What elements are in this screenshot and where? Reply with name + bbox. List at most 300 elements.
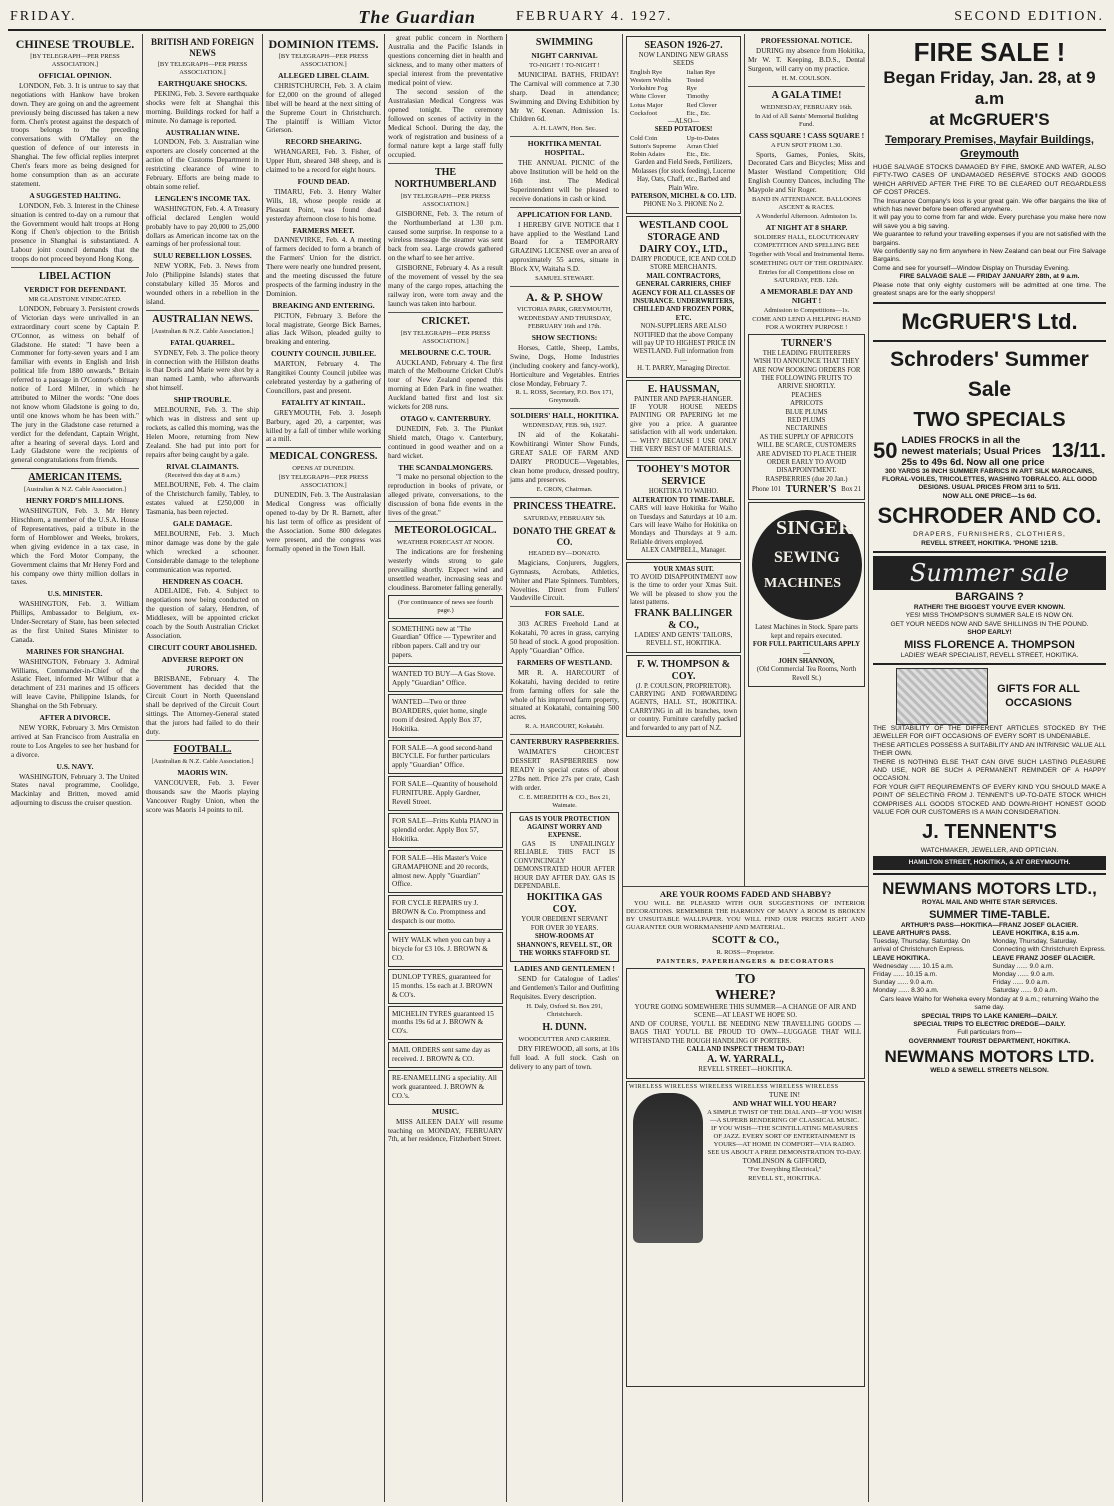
- subhead: PAINTERS, PAPERHANGERS & DECORATORS: [656, 957, 835, 965]
- divider: [266, 447, 381, 448]
- headline-swimming: SWIMMING: [535, 37, 594, 48]
- column-6: [622, 34, 744, 886]
- list-item: Western Wolths: [630, 77, 672, 85]
- story-heading: MELBOURNE C.C. TOUR.: [400, 347, 491, 357]
- continued-note: (For continuance of news see fourth page.): [388, 595, 503, 619]
- ad-heading: YOUR XMAS SUIT.: [653, 565, 714, 573]
- address: WELD & SEWELL STREETS NELSON.: [930, 1067, 1049, 1075]
- story-heading: FOUND DEAD.: [297, 176, 350, 186]
- masthead-title: The Guardian: [358, 6, 476, 27]
- divider: [388, 163, 503, 164]
- ad-heading: GIFTS FOR ALL OCCASIONS: [997, 683, 1080, 710]
- headline-northumberland: THE NORTHUMBERLAND: [394, 166, 497, 190]
- ad-text: WAIMATE'S CHOICEST DESSERT RASPBERRIES now READY in special crates of about 27lbs nett. Price 27s per crate, Cash with order.: [510, 748, 619, 792]
- story-heading: MAORIS WIN.: [177, 767, 228, 777]
- timetable-cell: [993, 930, 1107, 955]
- story-text: WASHINGTON, February 3. The United States naval programme, Coolidge, Mackinlay and Britten, moved amid adjourning to discuss the cruiser question.: [11, 772, 139, 808]
- story-text: "I make no personal objection to the reproduction in books of private, or alleged private, conversations, to the discussion of bona fide events in the lives of the great.": [388, 473, 503, 518]
- divider: [510, 497, 619, 498]
- signature: E. CRON, Chairman.: [536, 485, 593, 493]
- company-name: TOOHEY'S MOTOR SERVICE: [636, 464, 731, 488]
- subhead: Entries for all Competitions close on SATURDAY, FEB. 12th.: [758, 268, 855, 284]
- list-item: Cold Coin: [630, 134, 658, 142]
- subhead: WEATHER FORECAST AT NOON.: [397, 538, 494, 546]
- list-item: Etc., Etc.: [686, 151, 711, 159]
- story-heading: CIRCUIT COURT ABOLISHED.: [148, 642, 257, 652]
- ad-text: TO AVOID DISAPPOINTMENT now is the time to order your Xmas Suit. We will be pleased to show you the latest patterns.: [630, 574, 737, 607]
- timetable-text: Tuesday, Thursday, Saturday. On arrival of Christchurch Express.: [873, 938, 971, 954]
- company-name: FRANK BALLINGER & CO.,: [634, 607, 733, 631]
- ad-text: IF YOUR HOUSE NEEDS PAINTING OR PAPERING let me give you a price. A guarantee satisfaction with all work undertaken. — WHY? BECAUSE I USE ONLY THE VERY BEST OF MATERIALS.: [630, 403, 737, 454]
- masthead: [10, 6, 1104, 28]
- subhead: Together with Vocal and Instrumental Items.: [748, 250, 865, 258]
- story-text: VANCOUVER, Feb. 3. Fever thousands saw the Maoris playing Vancouver Rugby Union, when the score was Maoris 14 points to nil.: [146, 778, 259, 814]
- story-text: LONDON, Feb. 3. Interest in the Chinese situation is centred to-day on a rumour that the Government would halt troops at Hong Kong if Chen's objection to the British presence in Shanghai is substantiated. A Labour joint council demands that the troops do not proceed beyond Hong Kong.: [11, 201, 139, 264]
- list-item: Rye: [686, 85, 697, 93]
- list-item: APRICOTS: [790, 400, 823, 408]
- signature: H. T. PARRY, Managing Director.: [637, 365, 730, 373]
- ad-heading: HOKITIKA MENTAL HOSPITAL.: [527, 139, 602, 158]
- ad-text: FOR YOUR GIFT REQUIREMENTS OF EVERY KIND YOU SHOULD MAKE A POINT OF SELECTING FROM J. TENNENT'S UP-TO-DATE STOCK WHICH COMPRISES ALL GOODS STOCKED AND DOWN-RIGHT HONEST GOOD VALUE FOR OUR CUSTOMERS IS A MAIN CONSIDERATION.: [873, 783, 1106, 817]
- company-name: J. TENNENT'S: [922, 821, 1057, 844]
- small-ad: WANTED TO BUY—A Gas Stove. Apply "Guardian" Office.: [388, 666, 503, 692]
- subhead: SOLDIERS' HALL, ELOCUTIONARY COMPETITION AND SPELLING BEE: [753, 233, 860, 249]
- story-heading: FARMERS MEET.: [292, 225, 355, 235]
- story-text: WASHINGTON, Feb. 4. A Treasury official declared Lenglen would probably have to pay 20,000 to 25,000 dollars as American income tax on the earnings of her professional tour.: [146, 204, 259, 249]
- signature: H. Daly, Oxford St. Box 291, Christchurch.: [526, 1002, 603, 1018]
- small-ad: FOR CYCLE REPAIRS try J. BROWN & Co. Promptness and despatch is our motto.: [388, 895, 503, 930]
- ad-heading: Schroders' Summer Sale: [890, 347, 1089, 401]
- subhead: CASS SQUARE ! CASS SQUARE !: [748, 130, 865, 140]
- address: (Old Commercial Tea Rooms, North Revell St.): [756, 666, 857, 682]
- sewing-machine-icon: [752, 510, 862, 620]
- subhead: ROYAL MAIL AND WHITE STAR SERVICES.: [921, 899, 1058, 907]
- small-ad: WHY WALK when you can buy a bicycle for £3 10s. J. BROWN & CO.: [388, 932, 503, 967]
- story-heading: LENGLEN'S INCOME TAX.: [154, 193, 251, 203]
- ad-text: AS THE SUPPLY OF APRICOTS WILL BE SCARCE, CUSTOMERS ARE ADVISED TO PLACE THEIR ORDER EARLY TO AVOID DISAPPOINTMENT.: [756, 433, 857, 475]
- subhead: SUMMER TIME-TABLE.: [929, 908, 1050, 921]
- address: LADIES' WEAR SPECIALIST, REVELL STREET, HOKITIKA.: [900, 651, 1079, 659]
- ad-text: DRY FIREWOOD, all sorts, at 10s full load. A full stock. Cash on delivery to any part of town.: [510, 1044, 619, 1071]
- list-item: White Clover: [630, 93, 666, 101]
- small-ads: [388, 621, 503, 1105]
- subhead: Began Friday, Jan. 28, at 9 a.m: [883, 68, 1096, 108]
- story-text: MELBOURNE, Feb. 3. The ship which was in distress and sent up rockets, as called this morning, was the Helen Moore, returning from New Zealand. She had put into port for repairs after being caught by a gale.: [146, 406, 259, 459]
- wireless-word: WIRELESS: [664, 1083, 698, 1090]
- ad-text: SPECIAL TRIPS TO LAKE KANIERI—DAILY.: [921, 1012, 1058, 1020]
- subhead: HOKITIKA TO WAIHO.: [648, 488, 719, 496]
- story-heading: AFTER A DIVORCE.: [39, 713, 111, 723]
- divider: [748, 86, 865, 87]
- ad-text: WISH TO ANNOUNCE THAT THEY ARE NOW BOOKING ORDERS FOR THE FOLLOWING FRUITS TO ARRIVE SHORTLY.: [752, 358, 861, 391]
- column-4: [384, 34, 506, 1502]
- gifts-banner: [873, 668, 1106, 725]
- subhead: AT NIGHT AT 8 SHARP.: [765, 223, 848, 233]
- subhead: CALL AND INSPECT THEM TO-DAY!: [686, 1045, 805, 1053]
- headline-british-foreign: BRITISH AND FOREIGN NEWS: [150, 37, 255, 58]
- company-name: A. W. YARRALL,: [707, 1054, 784, 1066]
- headline-dunn: H. DUNN.: [542, 1021, 587, 1033]
- company-name: E. HAUSSMAN,: [647, 383, 720, 395]
- signature: R. A. HARCOURT, Kokatahi.: [525, 723, 604, 731]
- list-item: BLUE PLUMS: [785, 408, 828, 416]
- story-text: WHANGAREI, Feb. 3. Fisher, of Upper Hutt, sheared 348 sheep, and is claimed to be a record for eight hours.: [266, 148, 381, 175]
- story-text: CHRISTCHURCH, Feb. 3. A claim for £2,000 on the ground of alleged libel will be heard at the next sitting of the Supreme Court in Christchurch. The plaintiff is William Victor Grierson.: [266, 81, 381, 135]
- small-ad: FOR SALE—His Master's Voice GRAMAPHONE and 20 records, almost new. Apply "Guardian" Office.: [388, 850, 503, 894]
- list-item: Yorkshire Fog: [630, 85, 668, 93]
- machines-word: MACHINES: [764, 576, 842, 592]
- subhead: AND WHAT WILL YOU HEAR?: [732, 1099, 837, 1108]
- gas-ad: [510, 812, 619, 963]
- company-name: TOMLINSON & GIFFORD,: [742, 1156, 827, 1165]
- ad-text: MUNICIPAL BATHS, FRIDAY! The Carnival will commence at 7.30 sharp. Dead in attendance; Swimming and Diving Exhibition by Mr W. Keenan. Admission 1s. Children 6d.: [510, 70, 619, 124]
- story-text: The second session of the Australasian Medical Congress was opened tonight. The ceremony followed on scenes of activity in the Medical School. During the day, the work of registration and business of a formal nature kept a large staff fully occupied.: [388, 88, 503, 159]
- subhead: WOODCUTTER AND CARRIER.: [518, 1035, 611, 1043]
- subhead: Admission to Competitions—1s.: [763, 306, 850, 314]
- subhead: SHOW-ROOMS AT SHANNON'S, REVELL ST., OR THE WORKS STAFFORD ST.: [516, 933, 613, 957]
- timetable-row: Monday ...... 9.0 a.m.: [992, 971, 1055, 979]
- ad-heading: PROFESSIONAL NOTICE.: [760, 36, 853, 45]
- ad-text: FOR FULL PARTICULARS APPLY—: [752, 641, 861, 657]
- story-heading: HENRY FORD'S MILLIONS.: [25, 496, 124, 506]
- ad-text: IN aid of the Kokatahi-Kowhitirangi Winter Show Funds, GREAT SALE OF FARM AND DAIRY PRODUCE—Vegetables, clean home produce, dressed poultry, jams and preserves.: [510, 431, 619, 484]
- divider: [510, 734, 619, 735]
- headline-meteorological: METEOROLOGICAL.: [394, 524, 497, 536]
- headline-dominion-items: DOMINION ITEMS.: [268, 37, 379, 51]
- story-heading: A SUGGESTED HALTING.: [29, 190, 121, 200]
- story-text: great public concern in Northern Australia and the Pacific Islands in questions concerning diet in health and sickness, and to many other matters of special interest from the preventative medical point of view.: [388, 34, 503, 87]
- story-heading: OFFICIAL OPINION.: [38, 71, 112, 80]
- ad-text: Come and see for yourself—Window Display on Thursday Evening.: [873, 264, 1070, 272]
- subhead: SOMETHING OUT OF THE ORDINARY.: [749, 259, 864, 267]
- story-heading: SHIP TROUBLE.: [173, 395, 232, 405]
- subhead: LADIES' AND GENTS' TAILORS, REVELL ST., HOKITIKA.: [634, 631, 733, 648]
- ad-text: Horses, Cattle, Sheep, Lambs, Swine, Dogs, Home Industries (including cookery and fancy-work), Horticulture and Vegetables. Entries close Monday, February 7.: [510, 343, 619, 388]
- ad-text: SEE US ABOUT A FREE DEMONSTRATION TO-DAY.: [707, 1148, 862, 1156]
- tennent-ad: [873, 665, 1106, 875]
- ad-text: GET YOUR NEEDS NOW AND SAVE SHILLINGS IN THE POUND.: [890, 620, 1089, 628]
- story-text: LONDON, Feb. 3. It is untrue to say that negotiations with Hankow have broken down. They are going on and the agreement previously being discussed has taken a new form. Chen's protest against the despatch of troops belongs to the preceding conversations with O'Malley on the question of defence of our interests in Shanghai. The few official replies interpret Chen's fears more as being designed for home consumption than as an accurate statement.: [11, 81, 139, 188]
- ad-text: It will pay you to come from far and wide. Every purchase you make here now will save you a big saving.: [873, 214, 1106, 230]
- subhead: WEDNESDAY, FEBRUARY 16th.: [760, 103, 853, 111]
- company-name: MISS FLORENCE A. THOMPSON: [904, 638, 1075, 651]
- subhead: [BY TELEGRAPH—PER PRESS ASSOCIATION.]: [400, 192, 491, 208]
- ad-text: THESE ARTICLES POSSESS A SUITABILITY AND AN INTRINSIC VALUE ALL THEIR OWN.: [873, 741, 1106, 758]
- column-7: [744, 34, 868, 886]
- timetable-row: Saturday ...... 9.0 a.m.: [992, 987, 1058, 995]
- ad-text: Latest Machines in Stock. Spare parts kept and repairs executed.: [755, 624, 858, 640]
- ad-text: 303 ACRES Freehold Land at Kokatahi, 70 acres in grass, carrying 50 head of stock. A good proposition. Apply "Guardian" Office.: [510, 620, 619, 655]
- xmas-ad: [626, 562, 741, 653]
- story-text: PEKING, Feb. 3. Severe earthquake shocks were felt at Shanghai this morning. Buildings rocked for half a minute. No damage is reported.: [146, 89, 259, 125]
- subhead: [BY TELEGRAPH—PER PRESS ASSOCIATION.]: [278, 474, 369, 490]
- subhead: BAND IN ATTENDANCE. BALLOONS ASCENT & RACES.: [751, 196, 862, 212]
- ad-text: LADIES FROCKS in all the newest materials; Usual Prices 25s to 49s 6d. Now all one price: [901, 434, 1045, 468]
- subhead: Temporary Premises, Mayfair Buildings, Greymouth: [885, 134, 1094, 160]
- story-heading: U.S. NAVY.: [56, 761, 94, 771]
- headline-chinese-trouble: CHINESE TROUBLE.: [15, 37, 135, 51]
- small-ad: FOR SALE—Fritts Kubla PIANO in splendid order. Apply Box 57, Hokitika.: [388, 813, 503, 848]
- company-name: NEWMANS MOTORS LTD.: [884, 1047, 1095, 1067]
- wireless-word: WIRELESS: [770, 1083, 804, 1090]
- masthead-edition: SECOND EDITION.: [954, 9, 1104, 24]
- divider: [510, 207, 619, 208]
- timetable-cell: [873, 955, 987, 996]
- timetable-heading: LEAVE FRANZ JOSEF GLACIER.: [992, 954, 1095, 962]
- company-name: SCHRODER AND CO.: [877, 503, 1102, 529]
- story-text: DUNEDIN, Feb. 3. The Plunket Shield match, Otago v. Canterbury, continued in good weather and on a hard wicket.: [388, 424, 503, 460]
- wireless-word: WIRELESS: [629, 1083, 663, 1090]
- story-heading: MUSIC.: [432, 1106, 459, 1116]
- ad-heading: CANTERBURY RASPBERRIES.: [510, 737, 619, 747]
- lower-ads: [622, 886, 868, 1502]
- headline-medical-congress: MEDICAL CONGRESS.: [269, 451, 378, 463]
- story-text: LONDON, Feb. 3. Australian wine exporters are closely concerned at the action of the Customs Department in restricting clearance of wine to February. Efforts are being made to obtain some relief.: [146, 138, 259, 191]
- divider: [146, 740, 259, 741]
- subhead: A Wonderful Afternoon. Admission 1s.: [755, 213, 858, 221]
- timetable-heading: LEAVE HOKITIKA, 8.15 a.m.: [992, 930, 1080, 938]
- seeds-list: [630, 69, 737, 118]
- story-text: DANNEVIRKE, Feb. 4. A meeting of farmers decided to form a branch of the Farmers' Union for the district. There were nearly one hundred present, and the meeting discussed the future prospects of the farming industry in the Dominion.: [266, 236, 381, 298]
- subhead: [BY TELEGRAPH—PER PRESS ASSOCIATION.]: [30, 53, 120, 68]
- story-text: The indications are for freshening westerly winds strong to gale prevailing shortly. Expect wind and unsettled weather, increasing seas and cloudiness. Barometer falling generally.: [388, 547, 503, 592]
- yarrall-ad: [626, 968, 865, 1079]
- subhead: SATURDAY, FEBRUARY 5th.: [523, 514, 606, 522]
- story-heading: U.S. MINISTER.: [47, 589, 103, 599]
- signature: SAMUEL STEWART.: [535, 275, 594, 283]
- ad-heading: BARGAINS ?: [955, 590, 1024, 603]
- subhead: WATCHMAKER, JEWELLER, AND OPTICIAN.: [920, 847, 1059, 855]
- wireless-border: [629, 1084, 862, 1091]
- subhead: R. ROSS—Proprietor.: [716, 948, 775, 956]
- timetable-text: Monday, Thursday, Saturday. Connecting with Christchurch Express.: [992, 938, 1106, 954]
- subhead: OPENS AT DUNEDIN.: [292, 465, 355, 473]
- ad-text: CARS will leave Hokitika for Waiho on Tuesdays and Saturdays at 10 a.m. Cars will leave Waiho for Hokitika on Mondays and Thursdays at 9 a.m. Reliable drivers employed.: [630, 505, 737, 546]
- ad-text: THERE IS NOTHING ELSE THAT CAN GIVE SUCH LASTING PLEASURE AND USE, NOR BE SUCH A PERMANENT REMINDER OF A HAPPY OCCASION.: [873, 758, 1106, 783]
- ad-text: YOU WILL BE PLEASED WITH OUR SUGGESTIONS OF INTERIOR DECORATIONS. REMEMBER THE HARMONY OF MANY A ROOM IS BROKEN BY UNSUITABLE WALLPAPER. YOU WILL FIND OUR PRICES RIGHT AND GUARANTEE OUR WORKMANSHIP AND MATERIAL.: [626, 899, 865, 931]
- story-text: LONDON, February 3. Persistent crowds of Victorian days were unrivalled in an extraordinary court scene by Captain P. O'Connor, as witness on behalf of Gladstone. He stated: "I have been a Commoner for forty-seven years and I am familiar with events in English and Irish political life from 1880 onwards." Britain referred to a passage in O'Connor's obituary notice of Lord Milner, in which he attributed to Milner the words: "One does not know whom Gladstone is going to do, until one knows whom he has been with." The jury in the Gladstone case returned a verdict for the defendant, Captain Wright, after a hearing of several days. Lord and Lady Gladstone were the recipients of general congratulations from friends.: [11, 304, 139, 465]
- column-1: [8, 34, 142, 1502]
- subhead: VERDICT FOR DEFENDANT.: [23, 285, 127, 295]
- story-text: WASHINGTON, Feb. 3. William Phillips, Ambassador to Belgium, ex-Under-Secretary of State, has been selected as the first United States Minister to Canada.: [11, 600, 139, 644]
- ad-text: We confidently say no firm anywhere in New Zealand can beat our Fire Salvage Bargains.: [873, 248, 1106, 264]
- headline-american-items: AMERICAN ITEMS.: [28, 472, 122, 484]
- summer-sale-banner: Summer sale: [873, 556, 1106, 590]
- ad-text: Please note that only eighty customers will be admitted at one time. The greatest snaps are for the early shoppers!: [873, 281, 1106, 298]
- list-item: Up-to-Dates: [686, 134, 720, 142]
- right-column: [868, 34, 1106, 1502]
- list-item: RED PLUMS: [787, 417, 826, 425]
- gas-banner: GAS IS YOUR PROTECTION AGAINST WORRY AND EXPENSE.: [519, 815, 610, 840]
- ad-heading: SEASON 1926-27.: [644, 40, 723, 51]
- ad-text: THE SUITABILITY OF THE DIFFERENT ARTICLES STOCKED BY THE JEWELLER FOR GIFT OCCASIONS OF EVERY SORT IS UNDENIABLE.: [873, 724, 1106, 741]
- ad-heading: TO: [735, 971, 756, 987]
- ad-heading: SOLDIERS' HALL, HOKITIKA.: [510, 411, 619, 421]
- small-ad: WANTED—Two or three BOARDERS, quiet home, single room if desired. Apply Box 37, Hokitika.: [388, 694, 503, 738]
- wireless-word: WIRELESS: [805, 1083, 839, 1090]
- list-item: English Rye: [630, 68, 663, 76]
- ad-text: MAIL CONTRACTORS, GENERAL CARRIERS, CHIEF AGENCY FOR ALL CLASSES OF INSURANCE. UNDERWRITERS, CHILLED AND FROZEN PORK, ETC.: [631, 272, 736, 322]
- phone: PHONE No 3. PHONE No 2.: [643, 201, 724, 209]
- story-text: SYDNEY, Feb. 3. The police theory in connection with the Hillston deaths is that Doris and Marie were shot by a man named Lamb, who afterwards shot himself.: [146, 348, 259, 393]
- sewing-word: SEWING: [774, 549, 840, 567]
- headline-cricket: CRICKET.: [421, 315, 470, 327]
- address: HAMILTON STREET, HOKITIKA, & AT GREYMOUTH.: [873, 856, 1106, 870]
- story-text: MISS AILEEN DALY will resume teaching on MONDAY, FEBRUARY 7th, at her residence, Fitzherbert Street.: [388, 1117, 503, 1144]
- ad-heading: WHERE?: [715, 987, 776, 1003]
- ad-text: NOW ALL ONE PRICE—1s 6d.: [942, 492, 1037, 500]
- schroders-ad: [873, 342, 1106, 553]
- ad-text: FIRE SALVAGE SALE — FRIDAY JANUARY 28th, at 9 a.m.: [899, 273, 1080, 281]
- company-name: WESTLAND COOL STORAGE AND DAIRY COY., LTD.,: [638, 219, 729, 255]
- story-text: GISBORNE, February 4. As a result of the movement of vessel by the sea many of the cargo ropes, attaching the railway iron, were torn away and the launch was taken into harbour.: [388, 264, 503, 308]
- timetable-top: [873, 930, 1106, 955]
- subhead: TWO SPECIALS: [913, 408, 1066, 431]
- ad-text: AND OF COURSE, YOU'LL BE NEEDING NEW TRAVELLING GOODS — BAGS THAT YOU'LL BE PROUD TO OWN—LUGGAGE THAT WILL WITHSTAND THE ROUGH HANDLING OF PORTERS.: [630, 1020, 861, 1045]
- story-text: TIMARU, Feb. 3. Henry Walter Wills, 18, whose people reside at Pleasant Point, was found dead yesterday afternoon close to his home.: [266, 187, 381, 223]
- story-heading: HENDREN AS COACH.: [162, 576, 243, 586]
- timetable-row: Wednesday ...... 10.15 a.m.: [873, 962, 954, 970]
- story-heading: COUNTY COUNCIL JUBILEE.: [271, 349, 376, 359]
- headline-show: A. & P. SHOW: [525, 290, 604, 305]
- fire-sale-ad: [873, 34, 1106, 304]
- ad-heading: FARMERS OF WESTLAND.: [516, 657, 613, 667]
- list-item: Red Clover: [686, 101, 717, 109]
- column-3: [262, 34, 384, 1502]
- subhead: [BY TELEGRAPH—PER PRESS ASSOCIATION.]: [400, 329, 491, 345]
- mcgruer-ad: [873, 304, 1106, 342]
- story-text: MELBOURNE, Feb. 4. The claim of the Christchurch family, Tabley, to estates valued at £250,000 in Tasmania, has been rejected.: [146, 481, 259, 517]
- signature: H. M. COULSON.: [781, 74, 832, 82]
- ad-text: The Insurance Company's loss is your great gain. We offer bargains the like of which has never before been offered anywhere.: [873, 197, 1106, 214]
- story-text: WASHINGTON, Feb. 3. Mr Henry Hirschhorn, a member of the U.S.A. House of Representatives, paid a tribute in the form of Hornblower and Weeks, brokers, when giving evidence in a tax case, in which the Ford Motor Company, the Government claims that Mr Henry Ford and his company owe thirty million dollars in taxes.: [11, 507, 139, 587]
- signature: R. L. ROSS, Secretary, P.O. Box 171, Greymouth.: [515, 389, 614, 405]
- subhead: DAIRY PRODUCE, ICE AND COLD STORE MERCHANTS.: [631, 255, 736, 272]
- list-item: Etc., Etc.: [686, 109, 711, 117]
- ad-text: A SIMPLE TWIST OF THE DIAL AND—IF YOU WISH—A SUPERB RENDERING OF CLASSICAL MUSIC. IF YOU WISH—THE SCINTILLATING MEASURES OF JAZZ. EVERY SORT OF ENTERTAINMENT IS YOURS—AT HOME IN COMFORT—VIA RADIO.: [707, 1108, 862, 1148]
- story-text: DUNEDIN, Feb. 3. The Australasian Medical Congress was officially opened to-day by Dr R. Barnett, after his last term of office as president of the Association. Some 800 delegates were present, and the congress was formally opened in the Town Hall.: [266, 491, 381, 553]
- timetable-row: Sunday ...... 9.0 a.m.: [873, 979, 934, 987]
- list-item: Robin Adairs: [630, 151, 665, 159]
- company-name: PATERSON, MICHEL & CO. LTD.: [630, 193, 737, 201]
- price: 13/11.: [1051, 440, 1106, 462]
- subhead: NIGHT CARNIVAL: [531, 51, 598, 60]
- list-item: Sutton's Supreme: [630, 143, 677, 151]
- small-ad: RE-ENAMELLING a speciality. All work guaranteed. J. BROWN & CO.'s.: [388, 1070, 503, 1105]
- ad-text: NON-SUPPLIERS ARE ALSO NOTIFIED that the above Company will pay UP TO HIGHEST PRICE IN WESTLAND. Full information from—: [631, 323, 736, 364]
- thompson-ad: [626, 655, 741, 737]
- divider: [146, 310, 259, 311]
- timetable-row: Sunday ...... 9.0 a.m.: [992, 962, 1054, 970]
- subhead: A MEMORABLE DAY AND NIGHT !: [760, 286, 853, 305]
- headline-donato: DONATO THE GREAT & CO.: [513, 525, 616, 547]
- subhead: [BY TELEGRAPH—PER PRESS ASSOCIATION.]: [278, 53, 369, 68]
- story-text: WASHINGTON, February 3. Admiral Williams, Commander-in-Chief of the Asiatic Fleet, informed Mr Wilbur that a detachment of 231 marines and 15 officers will leave Cavite, Philippine Islands, for Shanghai on the 5th February.: [11, 657, 139, 711]
- subhead: VICTORIA PARK, GREYMOUTH,: [516, 306, 613, 314]
- story-heading: OTAGO v. CANTERBURY.: [400, 414, 491, 423]
- signature: ALEX CAMPBELL, Manager.: [641, 547, 726, 555]
- haussman-ad: [626, 380, 741, 459]
- masthead-rule: [8, 29, 1106, 31]
- subhead: SHOP EARLY!: [967, 629, 1012, 637]
- signature: A. H. LAWN, Hon. Sec.: [532, 125, 597, 133]
- story-heading: EARTHQUAKE SHOCKS.: [158, 79, 247, 88]
- wireless-word: WIRELESS: [734, 1083, 769, 1090]
- small-ad: FOR SALE—A good second-hand BICYCLE. For further particulars apply "Guardian" Office.: [388, 740, 503, 775]
- subhead: SEED POTATOES!: [654, 126, 713, 134]
- divider: [510, 408, 619, 409]
- ad-heading: LADIES AND GENTLEMEN !: [514, 964, 615, 974]
- subhead: YOUR OBEDIENT SERVANT FOR OVER 30 YEARS.: [521, 916, 608, 932]
- small-ad: MAIL ORDERS sent same day as received. J. BROWN & CO.: [388, 1042, 503, 1068]
- company-name: F. W. THOMPSON & COY.: [636, 658, 731, 682]
- company-name: NEWMANS MOTORS LTD.,: [882, 879, 1097, 899]
- list-item: Timothy: [686, 93, 709, 101]
- company-name: McGRUER'S Ltd.: [901, 308, 1078, 334]
- list-item: Lotus Major: [630, 101, 663, 109]
- story-heading: BREAKING AND ENTERING.: [272, 300, 375, 310]
- westland-ad: [626, 216, 741, 378]
- column-2: [142, 34, 262, 1502]
- turner-ad: [748, 334, 865, 501]
- frocks-offer: [873, 435, 1106, 468]
- ad-text: YOU'RE GOING SOMEWHERE THIS SUMMER—A CHANGE OF AIR AND SCENE—AT LEAST WE HOPE SO.: [634, 1003, 857, 1020]
- small-ad: FOR SALE—Quantity of household FURNITURE. Apply Gardner, Revell Street.: [388, 776, 503, 811]
- subhead: COME AND LEND A HELPING HAND FOR A WORTHY PURPOSE !: [752, 315, 861, 331]
- quantity: 50: [873, 438, 898, 463]
- divider: [510, 136, 619, 137]
- signature: C. E. MEREDITH & CO., Box 21, Waimate.: [518, 793, 611, 809]
- subhead: WEDNESDAY, FEB. 9th, 1927.: [522, 422, 607, 430]
- ad-text: SPECIAL TRIPS TO ELECTRIC DREDGE—DAILY.: [913, 1020, 1066, 1028]
- story-heading: FATALITY AT KINTAIL.: [281, 397, 366, 407]
- story-heading: ALLEGED LIBEL CLAIM.: [278, 71, 369, 80]
- subhead: RATHER! THE BIGGEST YOU'VE EVER KNOWN.: [913, 603, 1066, 611]
- potato-list: [630, 135, 737, 160]
- ad-text: I HEREBY GIVE NOTICE that I have applied to the Westland Land Board for a TEMPORARY GRAZING LICENSE over an area of approximately 55 acres, situate in Block XV, Waitaha S.D.: [510, 220, 619, 274]
- timetable-heading: LEAVE ARTHUR'S PASS.: [873, 930, 952, 938]
- subhead: THE LEADING FRUITERERS: [762, 349, 851, 357]
- box-number: Box 21: [841, 486, 861, 494]
- ad-text: 300 YARDS 36 INCH SUMMER FABRICS IN ART SILK MAROCAINS, FLORAL-VOILES, TRICOLETTES, WASHING TOBRALCO. ALL GOOD DESIGNS. USUAL PRICES FROM 3/11 to 5/11.: [882, 467, 1097, 492]
- phone: Phone 101: [752, 486, 781, 494]
- timetable-cell: [873, 930, 987, 955]
- ad-text: CARRYING AND FORWARDING AGENTS, HALL ST., HOKITIKA. CARRYING in all its branches, town or country. Furniture carefully packed and forwarded to any part of N.Z.: [630, 690, 737, 732]
- toohey-ad: [626, 460, 741, 559]
- ad-text: Sports, Games, Ponies, Skits, Decorated Cars and Bicycles; Miss and Master Westland Competition; Old English Country Dances, including The Maypole and Sir Roger.: [748, 150, 865, 195]
- divider: [11, 468, 139, 469]
- ad-text: Full particulars from—: [957, 1029, 1022, 1037]
- ad-heading: FOR SALE.: [544, 609, 585, 619]
- ad-heading: APPLICATION FOR LAND.: [517, 209, 612, 219]
- ad-text: YES! MISS THOMPSON'S SUMMER SALE IS NOW ON.: [905, 612, 1074, 620]
- subhead: A FUN SPOT FROM 1.30.: [770, 141, 843, 149]
- singer-ad: [748, 502, 865, 687]
- divider: [11, 267, 139, 268]
- ad-text: Magicians, Conjurers, Jugglers, Gymnasts, Acrobats, Athletics, Whiter and Plate Spinners. Tumblers, Novelties. Direct from Fullers' Vaudeville Circuit.: [510, 558, 619, 603]
- subhead: HEADED BY—DONATO.: [528, 549, 601, 557]
- subhead: ALTERATION TO TIME-TABLE.: [632, 496, 735, 504]
- ad-text: SEND for Catalogue of Ladies' and Gentlemen's Tailor and Outfitting Requisites. Every description.: [510, 975, 619, 1002]
- subhead: In Aid of All Saints' Memorial Building Fund.: [754, 112, 859, 128]
- singer-word: SINGER: [776, 517, 853, 540]
- divider: [510, 286, 619, 287]
- listener-figure-icon: [633, 1093, 703, 1243]
- newmans-ad: [873, 875, 1106, 1078]
- ad-text: DURING my absence from Hokitika, Mr W. T. Keeping, B.D.S., Dental Surgeon, will carry on my practice.: [748, 46, 865, 73]
- story-heading: RIVAL CLAIMANTS.: [166, 461, 239, 471]
- story-heading: FATAL QUARREL.: [170, 337, 235, 347]
